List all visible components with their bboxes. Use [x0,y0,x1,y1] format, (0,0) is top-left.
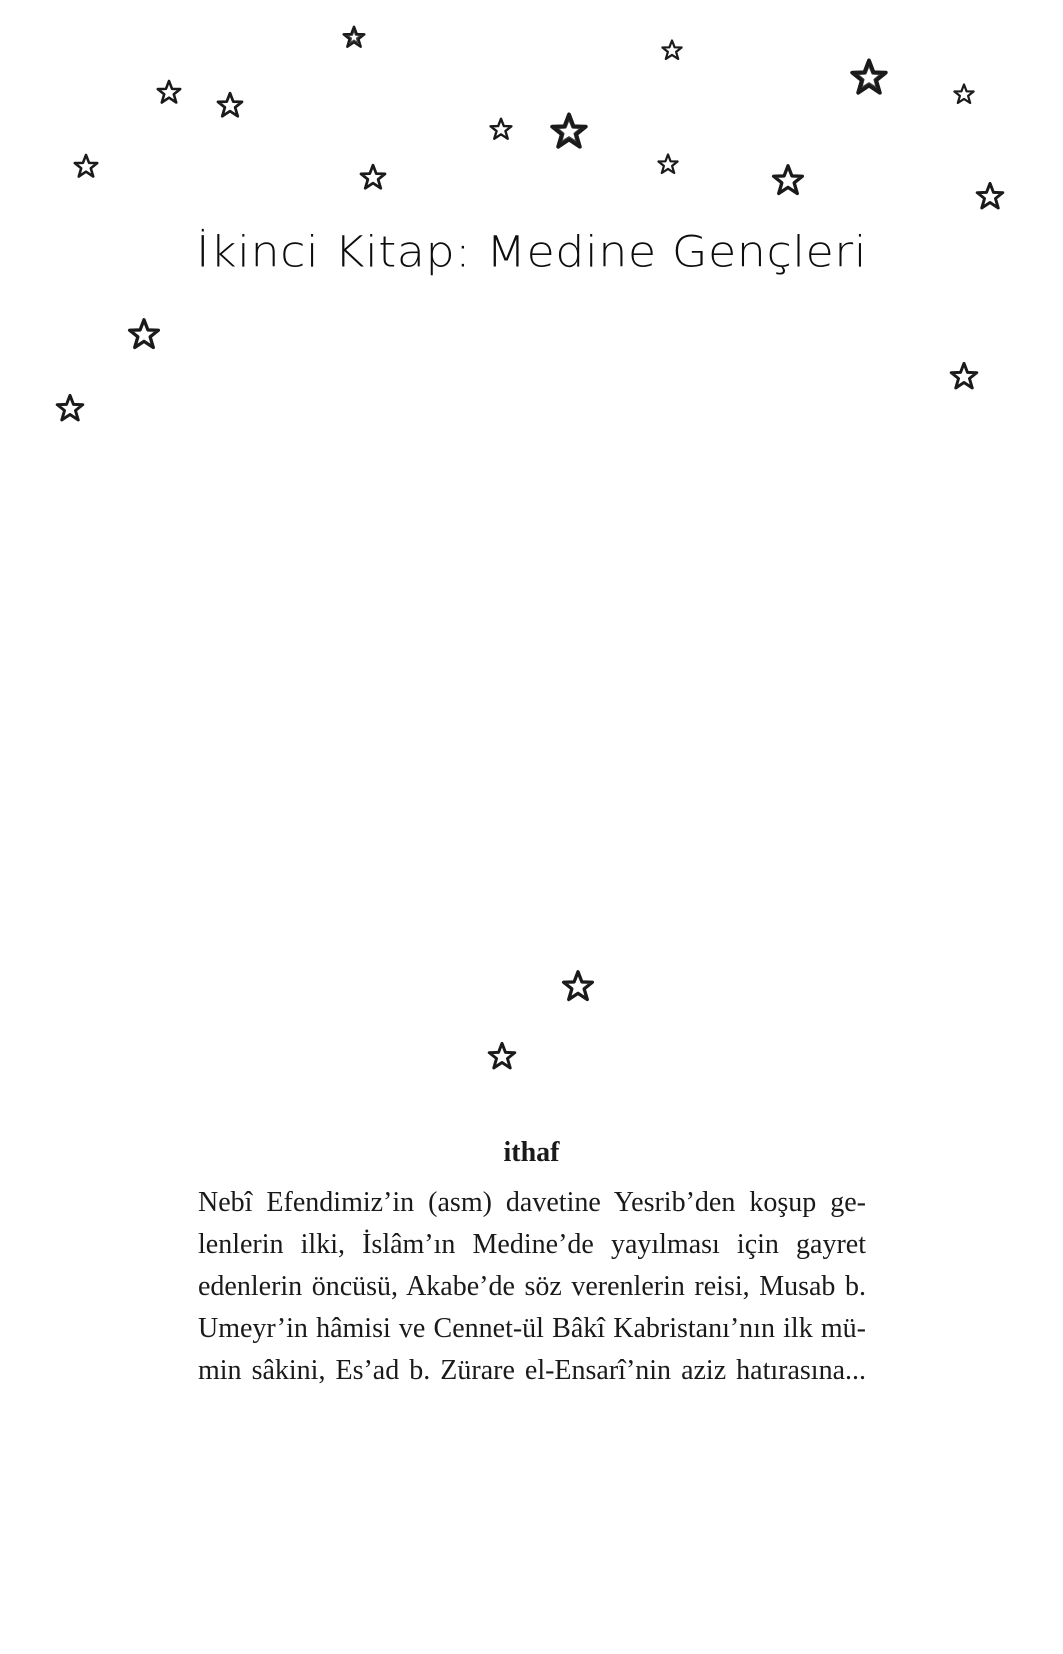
star-icon [486,1040,518,1072]
star-icon [358,162,388,192]
dedication-line: min sâkini, Es’ad b. Zürare el-Ensarî’nin aziz hatırasına... [198,1355,866,1386]
star-icon [656,152,680,176]
star-icon [72,152,100,180]
dedication-line: edenlerin öncüsü, Akabe’de söz verenlerin reisi, Musab b. [198,1271,866,1302]
star-icon [54,392,86,424]
star-icon [126,316,162,352]
star-icon [341,24,367,50]
star-icon [770,162,806,198]
star-icon [560,968,596,1004]
star-icon [660,38,684,62]
star-icon [848,56,890,98]
star-icon [488,116,514,142]
star-icon [548,110,590,152]
star-icon [974,180,1006,212]
dedication-line: Nebî Efendimiz’in (asm) davetine Yesrib’den koşup ge- [198,1187,866,1218]
star-icon [948,360,980,392]
dedication-text [198,1182,866,1392]
star-icon [155,78,183,106]
star-icon [952,82,976,106]
book-title: İkinci Kitap: Medine Gençleri [195,227,868,277]
dedication-line: Umeyr’in hâmisi ve Cennet-ül Bâkî Kabristanı’nın ilk mü- [198,1313,866,1344]
star-icon [215,90,245,120]
dedication-line: lenlerin ilki, İslâm’ın Medine’de yayılması için gayret [198,1229,866,1260]
dedication-heading: ithaf [503,1137,560,1168]
